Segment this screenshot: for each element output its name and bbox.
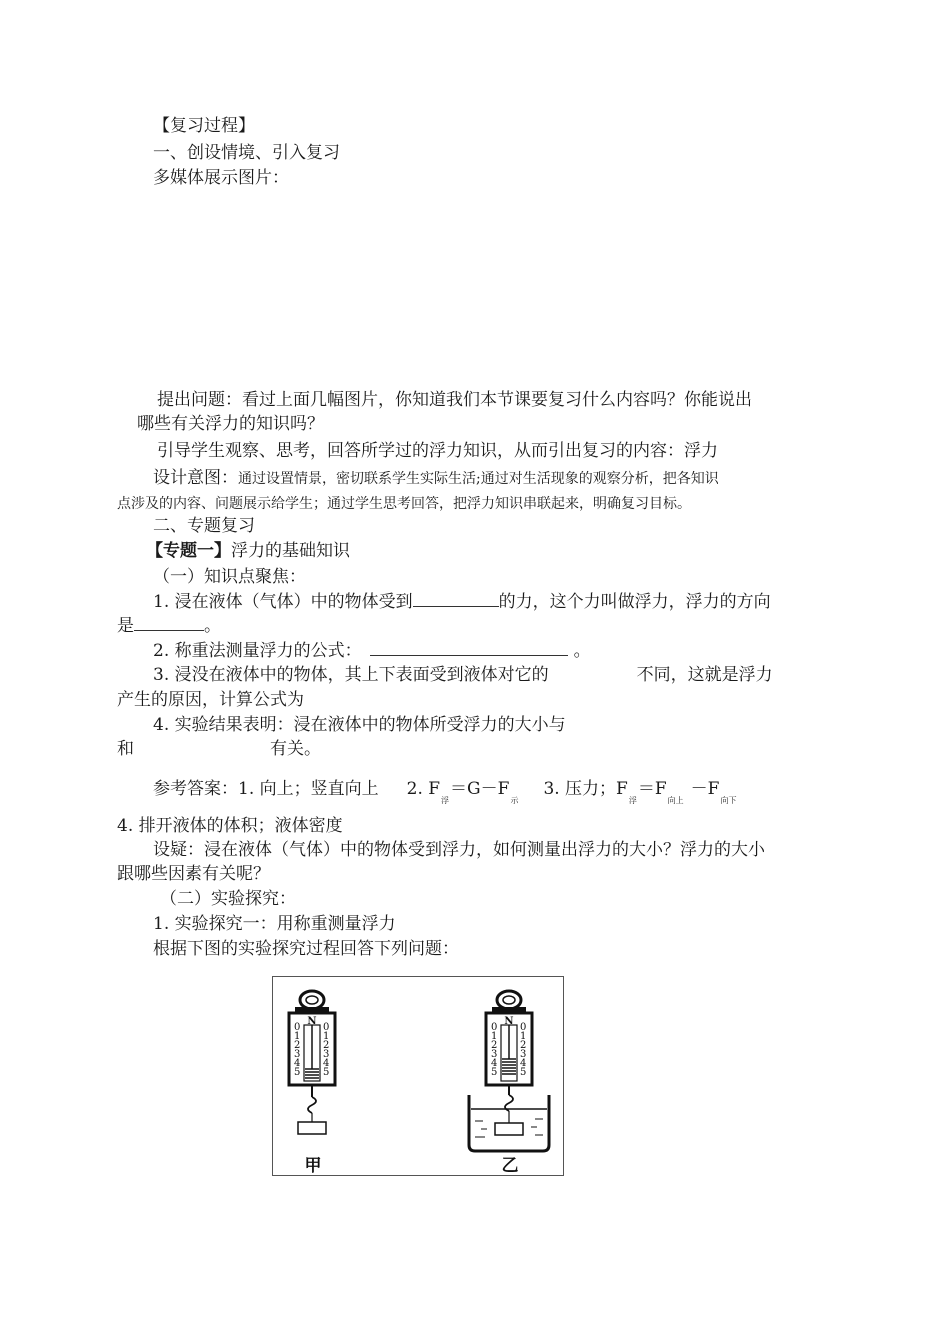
scale-left-l1: 1	[294, 1031, 301, 1042]
text-media: 多媒体展示图片：	[153, 168, 289, 188]
scale-left-r4: 4	[323, 1058, 330, 1069]
scale-right-r0: 0	[520, 1022, 527, 1033]
text-question-2: 哪些有关浮力的知识吗？	[137, 414, 324, 434]
answers	[153, 778, 737, 803]
text-design-intent-2: 点涉及的内容、问题展示给学生；通过学生思考回答，把浮力知识串联起来，明确复习目标。	[117, 496, 691, 512]
item-4: 4. 实验结果表明：浸在液体中的物体所受浮力的大小与	[153, 715, 566, 735]
scale-left-l3: 3	[294, 1049, 301, 1060]
design-intent-body: 通过设置情景，密切联系学生实际生活;通过对生活现象的观察分析，把各知识	[238, 471, 719, 487]
answers-3-sub-down: 向下	[720, 796, 737, 805]
label-yi: 乙	[501, 1156, 519, 1175]
item-3-text-a: 3. 浸没在液体中的物体，其上下表面受到液体对它的	[153, 665, 549, 685]
scale-left-r1: 1	[323, 1031, 330, 1042]
item-1-cont-a: 是	[117, 616, 134, 636]
label-jia: 甲	[304, 1156, 322, 1175]
item-1	[153, 590, 771, 613]
text-design-intent	[153, 467, 719, 490]
scale-right-r5: 5	[520, 1067, 527, 1078]
item-2	[153, 639, 591, 662]
answers-3-sub-float: 浮	[628, 796, 637, 805]
scale-left-l2: 2	[294, 1040, 301, 1051]
text-doubt-1: 设疑：浸在液体（气体）中的物体受到浮力，如何测量出浮力的大小？浮力的大小	[153, 840, 765, 860]
item-4-cont	[117, 738, 321, 760]
scale-left-unit: N	[307, 1016, 317, 1027]
scale-right-r1: 1	[520, 1031, 527, 1042]
scale-right-unit: N	[504, 1016, 514, 1027]
text-question-1: 提出问题：看过上面几幅图片，你知道我们本节课要复习什么内容吗？你能说出	[157, 390, 752, 410]
answers-3-eq: ＝F	[637, 779, 667, 799]
item-1-cont-b: 。	[204, 616, 221, 636]
experiment-figure	[272, 976, 564, 1176]
scale-right-r2: 2	[520, 1040, 527, 1051]
topic-one-title: 浮力的基础知识	[231, 541, 350, 561]
answers-2-eq: ＝G－F	[450, 779, 510, 799]
item-3-cont: 产生的原因，计算公式为	[117, 690, 304, 710]
answers-2-sub-float: 浮	[441, 796, 450, 805]
design-intent-label: 设计意图：	[153, 468, 238, 488]
scale-left-l0: 0	[294, 1022, 301, 1033]
scale-right-r3: 3	[520, 1049, 527, 1060]
item-1-text-b: 的力，这个力叫做浮力，浮力的方向	[498, 592, 771, 612]
text-doubt-2: 跟哪些因素有关呢？	[117, 864, 270, 884]
heading-experiment: （二）实验探究：	[160, 889, 296, 909]
spring-scale-left	[289, 991, 335, 1134]
heading-knowledge: （一）知识点聚焦：	[153, 567, 306, 587]
scale-left-r0: 0	[323, 1022, 330, 1033]
item-1-text-a: 1. 浸在液体（气体）中的物体受到	[153, 592, 413, 612]
scale-left-l4: 4	[294, 1058, 301, 1069]
answers-3: 3. 压力；F	[543, 779, 628, 799]
scale-right-l3: 3	[491, 1049, 498, 1060]
scale-right-l5: 5	[491, 1067, 498, 1078]
heading-topic-review: 二、专题复习	[153, 516, 255, 536]
scale-left-r2: 2	[323, 1040, 330, 1051]
scale-right-r4: 4	[520, 1058, 527, 1069]
scale-left-l5: 5	[294, 1067, 301, 1078]
spring-scale-right	[469, 991, 549, 1151]
spring-scale-diagram	[273, 977, 563, 1175]
item-2-text: 2. 称重法测量浮力的公式：	[153, 641, 362, 661]
answers-3-minus: －F	[690, 779, 720, 799]
item-1-cont	[117, 614, 221, 637]
scale-right-l2: 2	[491, 1040, 498, 1051]
section-title: 【复习过程】	[153, 116, 255, 136]
experiment-1-title: 1. 实验探究一：用称重测量浮力	[153, 914, 396, 934]
scale-left-r3: 3	[323, 1049, 330, 1060]
answers-2: 2. F	[406, 779, 441, 799]
scale-right-l4: 4	[491, 1058, 498, 1069]
item-3	[153, 664, 773, 686]
heading-intro: 一、创设情境、引入复习	[153, 143, 340, 163]
topic-one-tag: 【专题一】	[146, 541, 231, 561]
item-2-end: 。	[573, 641, 591, 661]
answers-2-sub-show: 示	[510, 796, 519, 805]
item-4-end: 有关。	[270, 739, 321, 759]
item-1-direction-blank[interactable]	[134, 614, 204, 631]
item-3-text-b: 不同，这就是浮力	[636, 665, 773, 685]
item-1-blank[interactable]	[413, 590, 499, 607]
heading-topic-one	[146, 540, 350, 562]
experiment-1-instruction: 根据下图的实验探究过程回答下列问题：	[153, 939, 459, 959]
scale-right-l1: 1	[491, 1031, 498, 1042]
item-2-formula-blank[interactable]	[370, 639, 568, 656]
item-4-and: 和	[117, 739, 134, 759]
scale-left-r5: 5	[323, 1067, 330, 1078]
scale-right-l0: 0	[491, 1022, 498, 1033]
answers-3-sub-up: 向上	[667, 796, 684, 805]
text-guide: 引导学生观察、思考，回答所学过的浮力知识，从而引出复习的内容：浮力	[157, 441, 718, 461]
answers-4: 4. 排开液体的体积；液体密度	[117, 816, 343, 836]
answers-1: 参考答案：1. 向上；竖直向上	[153, 779, 379, 799]
